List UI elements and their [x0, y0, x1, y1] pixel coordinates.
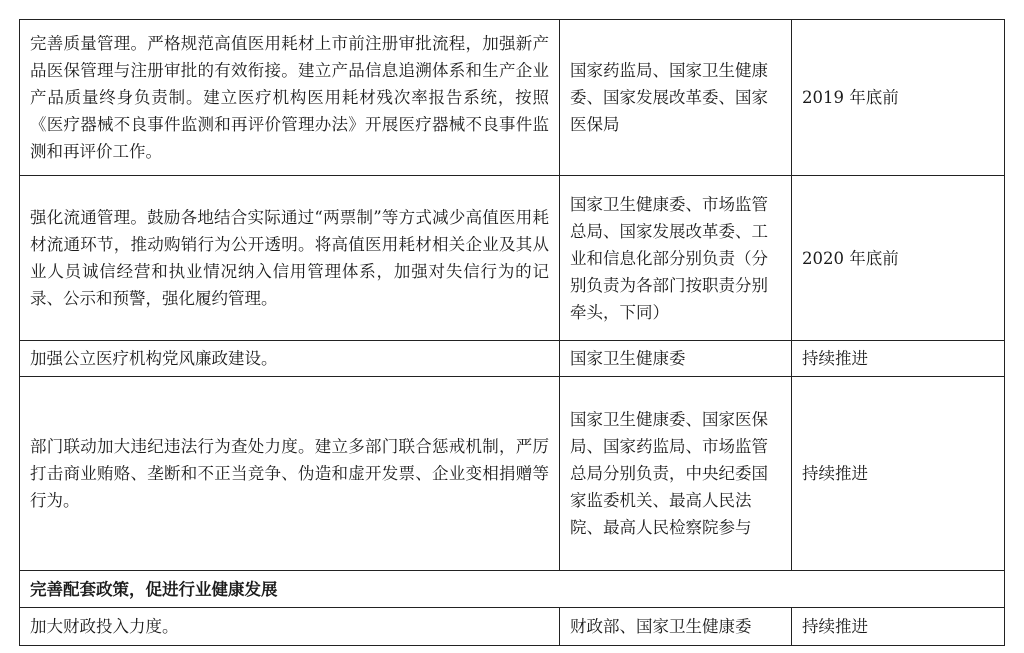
table-row	[20, 341, 1005, 377]
responsible-departments: 国家卫生健康委、国家医保局、国家药监局、市场监管总局分别负责，中央纪委国家监委机关、最高人民法院、最高人民检察院参与	[560, 377, 792, 571]
task-description: 部门联动加大违纪违法行为查处力度。建立多部门联合惩戒机制，严厉打击商业贿赂、垄断和不正当竞争、伪造和虚开发票、企业变相捐赠等行为。	[20, 377, 560, 571]
task-description: 加大财政投入力度。	[20, 608, 560, 646]
deadline: 持续推进	[792, 377, 1005, 571]
deadline: 持续推进	[792, 341, 1005, 377]
deadline: 持续推进	[792, 608, 1005, 646]
deadline: 2019 年底前	[792, 20, 1005, 176]
responsible-departments: 财政部、国家卫生健康委	[560, 608, 792, 646]
table-row	[20, 20, 1005, 176]
responsible-departments: 国家卫生健康委、市场监管总局、国家发展改革委、工业和信息化部分别负责（分别负责为各部门按职责分别牵头，下同）	[560, 176, 792, 341]
task-description: 强化流通管理。鼓励各地结合实际通过“两票制”等方式减少高值医用耗材流通环节，推动购销行为公开透明。将高值医用耗材相关企业及其从业人员诚信经营和执业情况纳入信用管理体系，加强对失信行为的记录、公示和预警，强化履约管理。	[20, 176, 560, 341]
task-description: 加强公立医疗机构党风廉政建设。	[20, 341, 560, 377]
section-header-row	[20, 571, 1005, 608]
table-row	[20, 608, 1005, 646]
responsible-departments: 国家卫生健康委	[560, 341, 792, 377]
table-row	[20, 377, 1005, 571]
section-title: 完善配套政策，促进行业健康发展	[20, 571, 1005, 608]
task-description: 完善质量管理。严格规范高值医用耗材上市前注册审批流程，加强新产品医保管理与注册审批的有效衔接。建立产品信息追溯体系和生产企业产品质量终身负责制。建立医疗机构医用耗材残次率报告系统，按照《医疗器械不良事件监测和再评价管理办法》开展医疗器械不良事件监测和再评价工作。	[20, 20, 560, 176]
deadline: 2020 年底前	[792, 176, 1005, 341]
responsible-departments: 国家药监局、国家卫生健康委、国家发展改革委、国家医保局	[560, 20, 792, 176]
table-row	[20, 176, 1005, 341]
policy-task-table	[19, 19, 1005, 646]
